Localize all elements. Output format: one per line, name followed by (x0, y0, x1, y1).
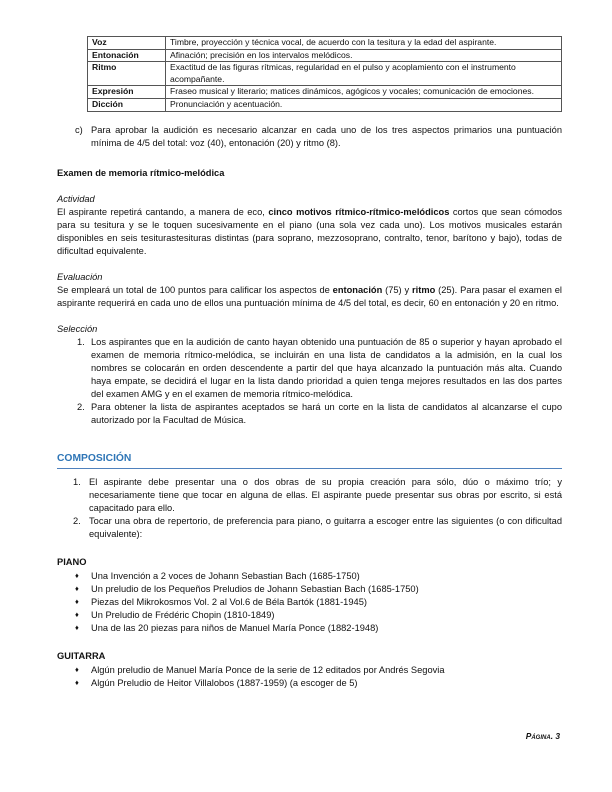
criteria-description: Exactitud de las figuras rítmicas, regularidad en el pulso y acoplamiento con el instrumento acompañante. (166, 62, 562, 86)
list-item (57, 622, 562, 635)
actividad-paragraph (57, 206, 562, 258)
list-item (57, 664, 562, 677)
bold-text-run: cinco motivos rítmico-rítmico-melódicos (268, 206, 450, 217)
diamond-bullet-icon: ♦ (75, 623, 79, 633)
criteria-table (87, 36, 562, 112)
composicion-list (57, 476, 562, 541)
list-item (57, 583, 562, 596)
seleccion-subheading: Selección (57, 323, 98, 334)
diamond-bullet-icon: ♦ (75, 678, 79, 688)
list-item-text: Una de las 20 piezas para niños de Manuel María Ponce (1882-1948) (91, 623, 379, 634)
list-item-text: Tocar una obra de repertorio, de preferencia para piano, o guitarra a escoger entre las siguientes (o con dificultad equivalente): (89, 516, 562, 540)
list-item-text: Algún preludio de Manuel María Ponce de la serie de 12 editados por Andrés Segovia (91, 665, 445, 676)
table-row (88, 98, 562, 111)
list-number: 1. (73, 477, 81, 488)
diamond-bullet-icon: ♦ (75, 584, 79, 594)
guitarra-heading: GUITARRA (57, 651, 106, 662)
list-item-text: Piezas del Mikrokosmos Vol. 2 al Vol.6 de Béla Bartók (1881-1945) (91, 597, 367, 608)
text-run: (75) y (382, 284, 413, 295)
list-item-text: Para obtener la lista de aspirantes aceptados se hará un corte en la lista de candidatos al alcanzarse el cupo autorizado por la Facultad de Música. (91, 401, 562, 425)
list-item (57, 596, 562, 609)
page-content (57, 36, 562, 690)
list-item-text: Un Preludio de Frédéric Chopin (1810-1849) (91, 610, 275, 621)
table-row (88, 37, 562, 50)
evaluacion-paragraph (57, 284, 562, 310)
list-item (57, 476, 562, 515)
bold-text-run: ritmo (412, 284, 436, 295)
criteria-description: Timbre, proyección y técnica vocal, de acuerdo con la tesitura y la edad del aspirante. (166, 37, 562, 50)
diamond-bullet-icon: ♦ (75, 610, 79, 620)
diamond-bullet-icon: ♦ (75, 597, 79, 607)
list-item-text: Para aprobar la audición es necesario alcanzar en cada uno de los tres aspectos primarios una puntuación mínima de 4/5 del total: voz (40), entonación (20) y ritmo (8). (91, 124, 562, 148)
composicion-section-title: COMPOSICIÓN (57, 452, 562, 469)
guitarra-list (57, 664, 562, 690)
list-item-text: El aspirante debe presentar una o dos obras de su propia creación para sólo, dúo o máximo trío; y necesariamente tiene que tocar en alguna de ellas. El aspirante puede presentar sus obras por escrito, si está capacitado para ello. (89, 477, 562, 514)
criteria-description: Afinación; precisión en los intervalos melódicos. (166, 49, 562, 62)
list-number: 2. (73, 516, 81, 527)
piano-heading: PIANO (57, 557, 87, 568)
list-item (57, 401, 562, 427)
table-row (88, 49, 562, 62)
list-item (57, 515, 562, 541)
text-run: El aspirante repetirá cantando, a manera de eco, (57, 206, 269, 217)
text-run: cortos que sean cómodos para su tesitura y se le toquen sucesivamente en el piano (una sola vez cada uno). Los motivos musicales estarán disponibles en seis tesiturastesituras distintas (para soprano, mezzosoprano, contralto, tenor, barítono y bajo), todas de dificultad equivalente. (57, 206, 562, 256)
list-item-label: c) (75, 124, 83, 135)
list-item-text: Un preludio de los Pequeños Preludios de Johann Sebastian Bach (1685-1750) (91, 584, 419, 595)
diamond-bullet-icon: ♦ (75, 571, 79, 581)
list-item (57, 609, 562, 622)
exam-heading: Examen de memoria rítmico-melódica (57, 167, 225, 178)
seleccion-list (57, 336, 562, 427)
piano-list (57, 570, 562, 635)
page-number (526, 731, 560, 743)
page-number-value: . 3 (550, 731, 560, 741)
criteria-description: Fraseo musical y literario; matices dinámicos, agógicos y vocales; comunicación de emociones. (166, 86, 562, 99)
bold-text-run: entonación (332, 284, 383, 295)
criteria-name: Expresión (88, 86, 166, 99)
list-item-c (57, 124, 562, 150)
list-item (57, 570, 562, 583)
criteria-name: Entonación (88, 49, 166, 62)
list-item (57, 677, 562, 690)
criteria-description: Pronunciación y acentuación. (166, 98, 562, 111)
actividad-subheading: Actividad (57, 193, 95, 204)
evaluacion-subheading: Evaluación (57, 271, 103, 282)
text-run: Se empleará un total de 100 puntos para calificar los aspectos de (57, 284, 333, 295)
text-run: (25). Para pasar el examen el aspirante requerirá en cada uno de ellos una puntuación mínima de 4/5 del total, es decir, 60 en entonación y 20 en ritmo. (57, 284, 562, 308)
criteria-name: Dicción (88, 98, 166, 111)
list-number: 2. (77, 401, 85, 412)
list-item-text: Los aspirantes que en la audición de canto hayan obtenido una puntuación de 85 o superior y hayan aprobado el examen de memoria rítmico-melódica, se incluirán en una lista de candidatos a la admisión, en la cual los nombres se colocarán en orden descendente a partir del que haya alcanzado la puntuación más alta. Cuando haya empate, se decidirá el lugar en la lista dando prioridad a quien tenga mejores resultados en las dos partes del examen AMG y en el examen de memoria rítmico-melódica. (91, 336, 562, 399)
page-label: Página (525, 731, 551, 741)
table-row (88, 86, 562, 99)
list-item-text: Una Invención a 2 voces de Johann Sebastian Bach (1685-1750) (91, 571, 360, 582)
table-row (88, 62, 562, 86)
list-number: 1. (77, 336, 85, 347)
list-item (57, 336, 562, 401)
criteria-name: Voz (88, 37, 166, 50)
diamond-bullet-icon: ♦ (75, 665, 79, 675)
list-item-text: Algún Preludio de Heitor Villalobos (1887-1959) (a escoger de 5) (91, 678, 358, 689)
criteria-name: Ritmo (88, 62, 166, 86)
